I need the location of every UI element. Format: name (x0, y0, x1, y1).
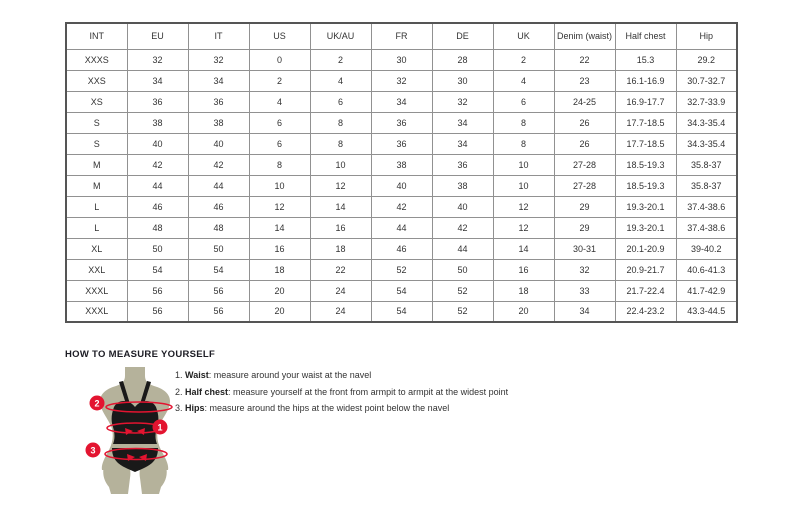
table-cell: 29 (554, 196, 615, 217)
table-cell: 46 (371, 238, 432, 259)
table-cell: 33 (554, 280, 615, 301)
table-cell: 38 (432, 175, 493, 196)
table-cell: XXXL (66, 280, 127, 301)
size-chart-table (65, 22, 738, 323)
table-row (66, 259, 737, 280)
table-cell: 36 (432, 154, 493, 175)
table-row (66, 175, 737, 196)
table-cell: 12 (249, 196, 310, 217)
table-row (66, 280, 737, 301)
table-cell: 52 (371, 259, 432, 280)
step-label: Hips (185, 403, 205, 413)
table-cell: 20.9-21.7 (615, 259, 676, 280)
table-cell: 16 (493, 259, 554, 280)
table-cell: 12 (493, 196, 554, 217)
table-cell: 34 (371, 91, 432, 112)
table-cell: 20 (249, 280, 310, 301)
table-cell: 24 (310, 280, 371, 301)
table-cell: 2 (249, 70, 310, 91)
table-cell: S (66, 133, 127, 154)
step-number: 3. (175, 403, 183, 413)
table-cell: 21.7-22.4 (615, 280, 676, 301)
table-cell: 34 (432, 112, 493, 133)
table-cell: 24 (310, 301, 371, 322)
table-cell: 43.3-44.5 (676, 301, 737, 322)
table-cell: 18 (249, 259, 310, 280)
table-cell: 29 (554, 217, 615, 238)
table-cell: 18.5-19.3 (615, 175, 676, 196)
table-header-row (66, 23, 737, 49)
table-cell: 35.8-37 (676, 154, 737, 175)
table-cell: 22.4-23.2 (615, 301, 676, 322)
table-cell: 10 (493, 175, 554, 196)
table-cell: 32.7-33.9 (676, 91, 737, 112)
table-cell: 42 (127, 154, 188, 175)
table-cell: 17.7-18.5 (615, 133, 676, 154)
table-cell: 54 (371, 280, 432, 301)
table-row (66, 112, 737, 133)
table-cell: 14 (249, 217, 310, 238)
table-cell: 30.7-32.7 (676, 70, 737, 91)
table-row (66, 91, 737, 112)
step-label: Waist (185, 370, 209, 380)
table-cell: 36 (127, 91, 188, 112)
column-header: Hip (676, 23, 737, 49)
table-cell: 40 (371, 175, 432, 196)
table-cell: 10 (249, 175, 310, 196)
table-cell: 18 (310, 238, 371, 259)
table-cell: 50 (432, 259, 493, 280)
table-cell: 48 (127, 217, 188, 238)
table-cell: 50 (127, 238, 188, 259)
table-cell: 27-28 (554, 175, 615, 196)
table-row (66, 301, 737, 322)
table-cell: XL (66, 238, 127, 259)
table-cell: 54 (188, 259, 249, 280)
mannequin-right-leg (140, 465, 167, 494)
measurement-figure (78, 366, 188, 496)
table-cell: 20 (249, 301, 310, 322)
table-cell: 2 (493, 49, 554, 70)
table-cell: 32 (432, 91, 493, 112)
step-number: 1. (175, 370, 183, 380)
section-title: HOW TO MEASURE YOURSELF (65, 349, 216, 360)
table-cell: 36 (371, 133, 432, 154)
table-cell: 44 (432, 238, 493, 259)
table-cell: XXXS (66, 49, 127, 70)
table-cell: XXS (66, 70, 127, 91)
table-cell: 44 (127, 175, 188, 196)
table-cell: 32 (188, 49, 249, 70)
table-cell: 54 (371, 301, 432, 322)
badge-half-chest-number: 2 (94, 398, 100, 409)
table-cell: 52 (432, 301, 493, 322)
table-cell: 27-28 (554, 154, 615, 175)
table-cell: 0 (249, 49, 310, 70)
badge-waist-number: 1 (157, 422, 163, 433)
table-cell: 34.3-35.4 (676, 133, 737, 154)
table-cell: 22 (554, 49, 615, 70)
badge-hips-number: 3 (90, 445, 96, 456)
column-header: Half chest (615, 23, 676, 49)
table-cell: 32 (371, 70, 432, 91)
step-label: Half chest (185, 386, 229, 397)
table-row (66, 49, 737, 70)
table-cell: 26 (554, 112, 615, 133)
measure-steps (175, 370, 508, 420)
column-header: Denim (waist) (554, 23, 615, 49)
table-cell: 32 (127, 49, 188, 70)
table-cell: 42 (371, 196, 432, 217)
table-cell: 30 (432, 70, 493, 91)
table-cell: 38 (188, 112, 249, 133)
table-cell: L (66, 196, 127, 217)
table-cell: 16.1-16.9 (615, 70, 676, 91)
table-cell: XXXL (66, 301, 127, 322)
table-cell: XXL (66, 259, 127, 280)
table-cell: 30 (371, 49, 432, 70)
table-cell: 20.1-20.9 (615, 238, 676, 259)
table-cell: 56 (127, 301, 188, 322)
table-cell: 38 (127, 112, 188, 133)
table-cell: M (66, 154, 127, 175)
table-cell: 19.3-20.1 (615, 217, 676, 238)
table-cell: 56 (127, 280, 188, 301)
table-cell: 42 (188, 154, 249, 175)
table-cell: 34 (127, 70, 188, 91)
table-cell: 17.7-18.5 (615, 112, 676, 133)
table-row (66, 217, 737, 238)
table-cell: 39-40.2 (676, 238, 737, 259)
table-cell: 8 (493, 133, 554, 154)
table-cell: 40 (127, 133, 188, 154)
table-cell: 44 (188, 175, 249, 196)
column-header: UK/AU (310, 23, 371, 49)
column-header: UK (493, 23, 554, 49)
table-cell: 2 (310, 49, 371, 70)
table-cell: 18 (493, 280, 554, 301)
table-cell: XS (66, 91, 127, 112)
table-cell: 56 (188, 280, 249, 301)
table-cell: 29.2 (676, 49, 737, 70)
table-row (66, 238, 737, 259)
measure-step (175, 370, 508, 381)
table-cell: 8 (310, 112, 371, 133)
step-text: : measure yourself at the front from armpit to armpit at the widest point (228, 386, 509, 397)
table-cell: 34.3-35.4 (676, 112, 737, 133)
table-cell: 14 (493, 238, 554, 259)
table-cell: 52 (432, 280, 493, 301)
table-cell: 32 (554, 259, 615, 280)
column-header: INT (66, 23, 127, 49)
table-cell: 41.7-42.9 (676, 280, 737, 301)
column-header: DE (432, 23, 493, 49)
step-number: 2. (175, 386, 183, 397)
column-header: FR (371, 23, 432, 49)
table-cell: M (66, 175, 127, 196)
table-cell: 50 (188, 238, 249, 259)
table-cell: 23 (554, 70, 615, 91)
table-cell: 40 (432, 196, 493, 217)
table-cell: 22 (310, 259, 371, 280)
measure-step (175, 387, 508, 398)
table-cell: 30-31 (554, 238, 615, 259)
measure-step (175, 403, 508, 414)
table-cell: 8 (310, 133, 371, 154)
table-cell: 54 (127, 259, 188, 280)
column-header: US (249, 23, 310, 49)
table-cell: 35.8-37 (676, 175, 737, 196)
table-cell: L (66, 217, 127, 238)
table-cell: 8 (249, 154, 310, 175)
column-header: IT (188, 23, 249, 49)
table-cell: 44 (371, 217, 432, 238)
table-cell: 14 (310, 196, 371, 217)
table-cell: 40.6-41.3 (676, 259, 737, 280)
column-header: EU (127, 23, 188, 49)
table-cell: 40 (188, 133, 249, 154)
table-cell: 16 (249, 238, 310, 259)
table-cell: 34 (432, 133, 493, 154)
table-cell: 6 (310, 91, 371, 112)
table-cell: 24-25 (554, 91, 615, 112)
table-cell: 8 (493, 112, 554, 133)
table-cell: 4 (493, 70, 554, 91)
mannequin-left-leg (103, 465, 130, 494)
table-cell: 34 (188, 70, 249, 91)
table-cell: 4 (249, 91, 310, 112)
table-cell: 18.5-19.3 (615, 154, 676, 175)
table-cell: 38 (371, 154, 432, 175)
table-cell: 46 (127, 196, 188, 217)
table-cell: 6 (249, 133, 310, 154)
table-cell: 19.3-20.1 (615, 196, 676, 217)
table-cell: 6 (249, 112, 310, 133)
table-cell: 6 (493, 91, 554, 112)
table-row (66, 133, 737, 154)
table-cell: 56 (188, 301, 249, 322)
table-cell: 36 (188, 91, 249, 112)
table-cell: 12 (310, 175, 371, 196)
table-cell: 34 (554, 301, 615, 322)
table-cell: 10 (310, 154, 371, 175)
table-cell: 37.4-38.6 (676, 196, 737, 217)
table-row (66, 70, 737, 91)
table-cell: 46 (188, 196, 249, 217)
table-cell: 12 (493, 217, 554, 238)
mannequin-illustration (78, 366, 188, 496)
table-row (66, 196, 737, 217)
table-cell: 4 (310, 70, 371, 91)
table-cell: 37.4-38.6 (676, 217, 737, 238)
table-cell: 15.3 (615, 49, 676, 70)
table-row (66, 154, 737, 175)
table-cell: 42 (432, 217, 493, 238)
table-cell: S (66, 112, 127, 133)
table-body (66, 49, 737, 322)
table-cell: 16 (310, 217, 371, 238)
table-cell: 16.9-17.7 (615, 91, 676, 112)
table-cell: 10 (493, 154, 554, 175)
step-text: : measure around the hips at the widest point below the navel (204, 403, 450, 413)
table-cell: 36 (371, 112, 432, 133)
step-text: : measure around your waist at the navel (208, 370, 372, 380)
table-cell: 28 (432, 49, 493, 70)
table-cell: 26 (554, 133, 615, 154)
table-cell: 20 (493, 301, 554, 322)
table-cell: 48 (188, 217, 249, 238)
